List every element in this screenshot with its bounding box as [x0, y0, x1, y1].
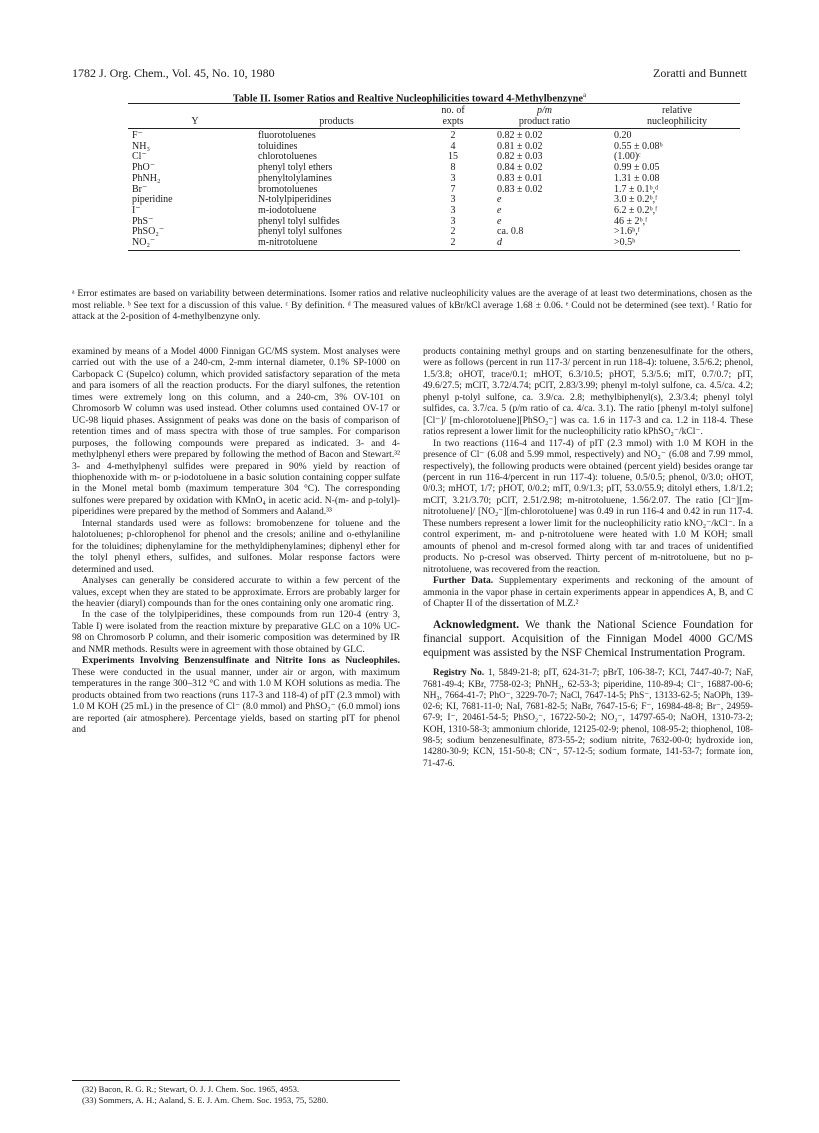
- cell-y: PhS⁻: [132, 215, 154, 227]
- cell-ratio: 0.81 ± 0.02: [497, 140, 543, 152]
- cell-ratio: 0.83 ± 0.02: [497, 183, 543, 195]
- cell-product: toluidines: [258, 140, 298, 152]
- registry-heading: Registry No.: [433, 668, 485, 679]
- cell-product: N-tolylpiperidines: [258, 194, 332, 206]
- paragraph: In the case of the tolylpiperidines, these compounds from run 120-4 (entry 3, Table I) were isolated from the reaction mixture by preparative GLC on a 10% UC-98 on Chromosorb P column, and their isomeric composition was determined by IR and NMR methods. Results were in agreement with those obtained by GLC.: [72, 609, 400, 655]
- cell-nucleophilicity: 46 ± 2ᵇ,ᶠ: [614, 215, 648, 227]
- table-row: [128, 174, 740, 185]
- cell-expts: 3: [450, 204, 456, 216]
- header-nucleophilicity: nucleophilicity: [592, 116, 740, 129]
- cell-nucleophilicity: 1.31 ± 0.08: [614, 172, 660, 184]
- cell-expts: 2: [450, 226, 456, 238]
- cell-nucleophilicity: 3.0 ± 0.2ᵇ,ᶠ: [614, 194, 658, 206]
- header-no-of: no. of: [415, 104, 491, 117]
- acknowledgment-text: We thank the National Science Foundation for financial support. Acquisition of the Finnigan Model 4000 GC/MS equipment was assisted by the NSF Chemical Instrumentation Program.: [423, 619, 753, 659]
- header-pm-text: p/m: [537, 105, 552, 116]
- cell-expts: 3: [450, 194, 456, 206]
- paragraph: [72, 655, 400, 735]
- references: [72, 1080, 400, 1105]
- cell-nucleophilicity: 0.99 ± 0.05: [614, 162, 660, 174]
- cell-y: PhO⁻: [132, 162, 156, 174]
- header-relative: relative: [592, 104, 740, 117]
- paragraph: Analyses can generally be considered accurate to within a few percent of the values, except when they are stated to be approximate. Errors are probably larger for the heavier (diaryl) compounds than for the ones containing only one aromatic ring.: [72, 575, 400, 609]
- section-heading: Further Data.: [433, 575, 494, 587]
- cell-product: chlorotoluenes: [258, 151, 317, 163]
- reference: (32) Bacon, R. G. R.; Stewart, O. J. J. Chem. Soc. 1965, 4953.: [82, 1084, 300, 1094]
- caption-footnote-mark: a: [583, 91, 587, 99]
- cell-y: F⁻: [132, 130, 143, 141]
- cell-y: PhNH₂: [132, 172, 161, 184]
- table-body: [128, 129, 740, 251]
- cell-product: phenyl tolyl ethers: [258, 162, 333, 174]
- cell-product: phenyl tolyl sulfides: [258, 215, 340, 227]
- paragraph: Internal standards used were as follows: bromobenzene for toluene and the halotoluenes; p-chlorophenol for phenol and the cresols; aniline and o-ethylaniline for the toluidines; diphenylamine for the methyldiphenylamines; diphenyl ether for the tolyl phenyl ethers, sulfides, and sulfones. Molar response factors were determined and used.: [72, 517, 400, 575]
- cell-y: PhSO₂⁻: [132, 226, 165, 238]
- cell-nucleophilicity: 1.7 ± 0.1ᵇ,ᵈ: [614, 183, 659, 195]
- cell-ratio: 0.82 ± 0.03: [497, 151, 543, 163]
- right-column: [423, 346, 753, 770]
- left-column: [72, 346, 400, 735]
- section-heading: Experiments Involving Benzensulfinate and Nitrite Ions as Nucleophiles.: [82, 655, 400, 667]
- cell-ratio: 0.82 ± 0.02: [497, 130, 543, 141]
- cell-product: bromotoluenes: [258, 183, 318, 195]
- cell-product: phenyltolylamines: [258, 172, 332, 184]
- paragraph: In two reactions (116-4 and 117-4) of pIT (2.3 mmol) with 1.0 M KOH in the presence of Cl⁻ (6.08 and 5.99 mmol, respectively) and NO₂⁻ (6.08 and 7.99 mmol, respectively), the following products were obtained (percent yield) besides orange tar (percent in run 116-4/percent in run 117-4): toluene, 0.5/0.5; phenol, 0/3.0; oHOT, 0/0.3; mHOT, 1/7; pHOT, 0/0.2; mIT, 0.9/1.3; pIT, 53.0/55.9; ditolyl ethers, 1.8/1.2; mClT, 3.21/3.70; pClT, 2.51/2.98; m-nitrotoluene, 1.56/2.07. The ratio [Cl⁻][m-nitrotoluene]/ [NO₂⁻][m-chlorotoluene] was 0.49 in run 116-4 and 0.42 in run 117-4. These numbers represent a lower limit for the nucleophilicity ratio kNO₂⁻/kCl⁻. In a control experiment, m- and p-nitrotoluene were heated with 1.0 M KOH; small amounts of phenol and m-cresol formed along with tar and traces of unidentified products. No p-cresol was observed. Thirty percent of m-nitrotoluene, but no p-nitrotoluene, was recovered from the reaction.: [423, 437, 753, 575]
- cell-nucleophilicity: >0.5ᵇ: [592, 238, 740, 250]
- running-header: [72, 66, 747, 82]
- cell-ratio: 0.83 ± 0.01: [497, 172, 543, 184]
- cell-product: m-nitrotoluene: [258, 238, 415, 250]
- cell-nucleophilicity: 0.55 ± 0.08ᵇ: [614, 140, 663, 152]
- cell-y: NH₃: [132, 140, 150, 152]
- paragraph: examined by means of a Model 4000 Finnigan GC/MS system. Most analyses were carried out with the use of a 240-cm, 2-mm internal diameter, 0.1% SP-1000 on Carbopack C (Supelco) column, which provided satisfactory separation of the meta and para isomers of all the reaction products. For the diaryl sulfones, the retention times were extremely long on this column, and a 240-cm, 3% OV-101 on Chromosorb W column was used instead. Other columns used contained OV-17 or UC-98 liquid phases. Assignment of peaks was done on the basis of comparison of retention times and of mass spectra with those of true samples. For comparison purposes, the following compounds were prepared as indicated. 3- and 4-methylphenyl ethers were prepared by following the method of Bacon and Stewart.³² 3- and 4-methylphenyl sulfides were prepared in 90% yield by reaction of thiophenoxide with m- or p-iodotoluene in a basic solution containing copper sulfate in the Monel metal bomb (maximum temperature 304 °C). The corresponding sulfones were prepared by oxidation with KMnO₄ in acetic acid. N-(m- and p-tolyl)-piperidines were prepared by the method of Sommers and Aaland.³³: [72, 346, 400, 518]
- cell-ratio: e: [497, 194, 502, 206]
- paragraph-text: Supplementary experiments and reckoning of the amount of ammonia in the vapor phase in certain experiments appear in appendices A, B, and C of Chapter II of the dissertation of M.Z.²: [423, 575, 753, 609]
- table-row: [128, 238, 740, 250]
- cell-product: m-iodotoluene: [258, 204, 317, 216]
- reference: (33) Sommers, A. H.; Aaland, S. E. J. Am. Chem. Soc. 1953, 75, 5280.: [82, 1094, 329, 1105]
- acknowledgment: [423, 619, 753, 660]
- cell-expts: 8: [450, 162, 456, 174]
- paragraph-text: These were conducted in the usual manner, under air or argon, with maximum temperatures in the range 300–312 °C and with 1.0 M KOH solutions as media. The products obtained from two reactions (runs 117-3 and 118-4) of pIT (2.3 mmol) with 1.0 M KOH (25 mL) in the presence of Cl⁻ (8.0 mmol) and PhSO₂⁻ (6.0 mmol) ions are reported (air atmosphere). Percentage yields, based on starting pIT for phenol and: [72, 666, 400, 735]
- table-caption-text: Table II. Isomer Ratios and Realtive Nucleophilicities toward 4-Methylbenzyne: [232, 93, 583, 105]
- table-row: [128, 227, 740, 238]
- table-row: [128, 129, 740, 142]
- registry-numbers: [423, 668, 753, 770]
- table-row: [128, 217, 740, 228]
- header-pm: [491, 104, 592, 117]
- registry-text: 1, 5849-21-8; pIT, 624-31-7; pBrT, 106-38-7; KCl, 7447-40-7; NaF, 7681-49-4; KBr, 7758-02-3; PhNH₂, 62-53-3; piperidine, 110-89-4; Cl⁻, 16887-00-6; NH₃, 7664-41-7; PhO⁻, 3229-70-7; NaCl, 7647-14-5; PhS⁻, 13133-62-5; NaOPh, 139-02-6; KI, 7681-11-0; NaI, 7681-82-5; NaBr, 7647-15-6; F⁻, 16984-48-8; Br⁻, 24959-67-9; I⁻, 20461-54-5; PhSO₂⁻, 16722-50-2; NO₂⁻, 14797-65-0; NaOH, 1310-73-2; KOH, 1310-58-3; ammonium chloride, 12125-02-9; phenol, 108-95-2; thiophenol, 108-98-5; sodium benzenesulfinate, 873-55-2; sodium nitrite, 7632-00-0; hydroxide ion, 14280-30-9; KCN, 151-50-8; CN⁻, 57-12-5; sodium formate, 141-53-7; formate ion, 71-47-6.: [423, 668, 753, 769]
- cell-nucleophilicity: 6.2 ± 0.2ᵇ,ᶠ: [614, 204, 658, 216]
- cell-y: I⁻: [132, 204, 141, 216]
- header-product-ratio: product ratio: [491, 116, 592, 129]
- paragraph: [423, 575, 753, 609]
- paragraph: products containing methyl groups and on starting benzenesulfinate for the others, were as follows (percent in run 117-3/ percent in run 118-4): toluene, 3.5/6.2; phenol, 1.5/3.8; oHOT, trace/0.1; mHOT, 6.3/10.5; pHOT, 5.3/5.6; mIT, 0.7/0.7; pIT, 49.6/27.5; mClT, 3.72/4.74; pClT, 2.83/3.99; phenyl m-tolyl sulfone, ca. 4.5/ca. 4.2; phenyl p-tolyl sulfone, ca. 3.9/ca. 2.8; methylbiphenyl(s), 2.3/3.4; phenyl tolyl sulfides, ca. 3.7/ca. 5 (p/m ratio of ca. 4/ca. 3.1). The ratio [phenyl m-tolyl sulfone][Cl⁻]/ [m-chlorotoluene][PhSO₂⁻] was ca. 1.6 in 117-3 and ca. 1.2 in 118-4. These ratios represent a lower limit for the nucleophilicity ratio kPhSO₂⁻/kCl⁻.: [423, 346, 753, 438]
- cell-product: fluorotoluenes: [258, 130, 316, 141]
- table-row: [128, 142, 740, 153]
- cell-nucleophilicity: >1.6ᵇ,ᶠ: [614, 226, 640, 238]
- cell-expts: 4: [450, 140, 456, 152]
- cell-nucleophilicity: 0.20: [614, 130, 632, 141]
- cell-y: piperidine: [132, 194, 173, 206]
- cell-y: Br⁻: [132, 183, 148, 195]
- table-row: [128, 206, 740, 217]
- header-products: products: [258, 116, 415, 129]
- authors: Zoratti and Bunnett: [653, 66, 747, 80]
- cell-nucleophilicity: (1.00)ᶜ: [614, 151, 641, 163]
- cell-expts: 3: [450, 215, 456, 227]
- cell-expts: 2: [450, 130, 456, 141]
- cell-ratio: d: [491, 238, 592, 250]
- cell-expts: 2: [415, 238, 491, 250]
- acknowledgment-heading: Acknowledgment.: [433, 619, 520, 632]
- cell-ratio: e: [497, 215, 502, 227]
- cell-y: NO₂⁻: [128, 238, 258, 250]
- cell-ratio: ca. 0.8: [497, 226, 524, 238]
- cell-expts: 7: [450, 183, 456, 195]
- cell-expts: 3: [450, 172, 456, 184]
- cell-y: Cl⁻: [132, 151, 147, 163]
- table-footnotes: ᵃ Error estimates are based on variability between determinations. Isomer ratios and relative nucleophilicity values are the average of at least two determinations, chosen as the most reliable. ᵇ See text for a discussion of this value. ᶜ By definition. ᵈ The measured values of kBr/kCl average 1.68 ± 0.06. ᵉ Could not be determined (see text). ᶠ Ratio for attack at the 2-position of 4-methylbenzyne only.: [72, 288, 752, 322]
- cell-ratio: 0.84 ± 0.02: [497, 162, 543, 174]
- cell-ratio: e: [497, 204, 502, 216]
- journal-citation: 1782 J. Org. Chem., Vol. 45, No. 10, 1980: [72, 66, 275, 80]
- cell-product: phenyl tolyl sulfones: [258, 226, 342, 238]
- header-y: Y: [128, 116, 258, 129]
- header-expts: expts: [415, 116, 491, 129]
- isomer-ratio-table: [128, 103, 740, 251]
- cell-expts: 15: [448, 151, 458, 163]
